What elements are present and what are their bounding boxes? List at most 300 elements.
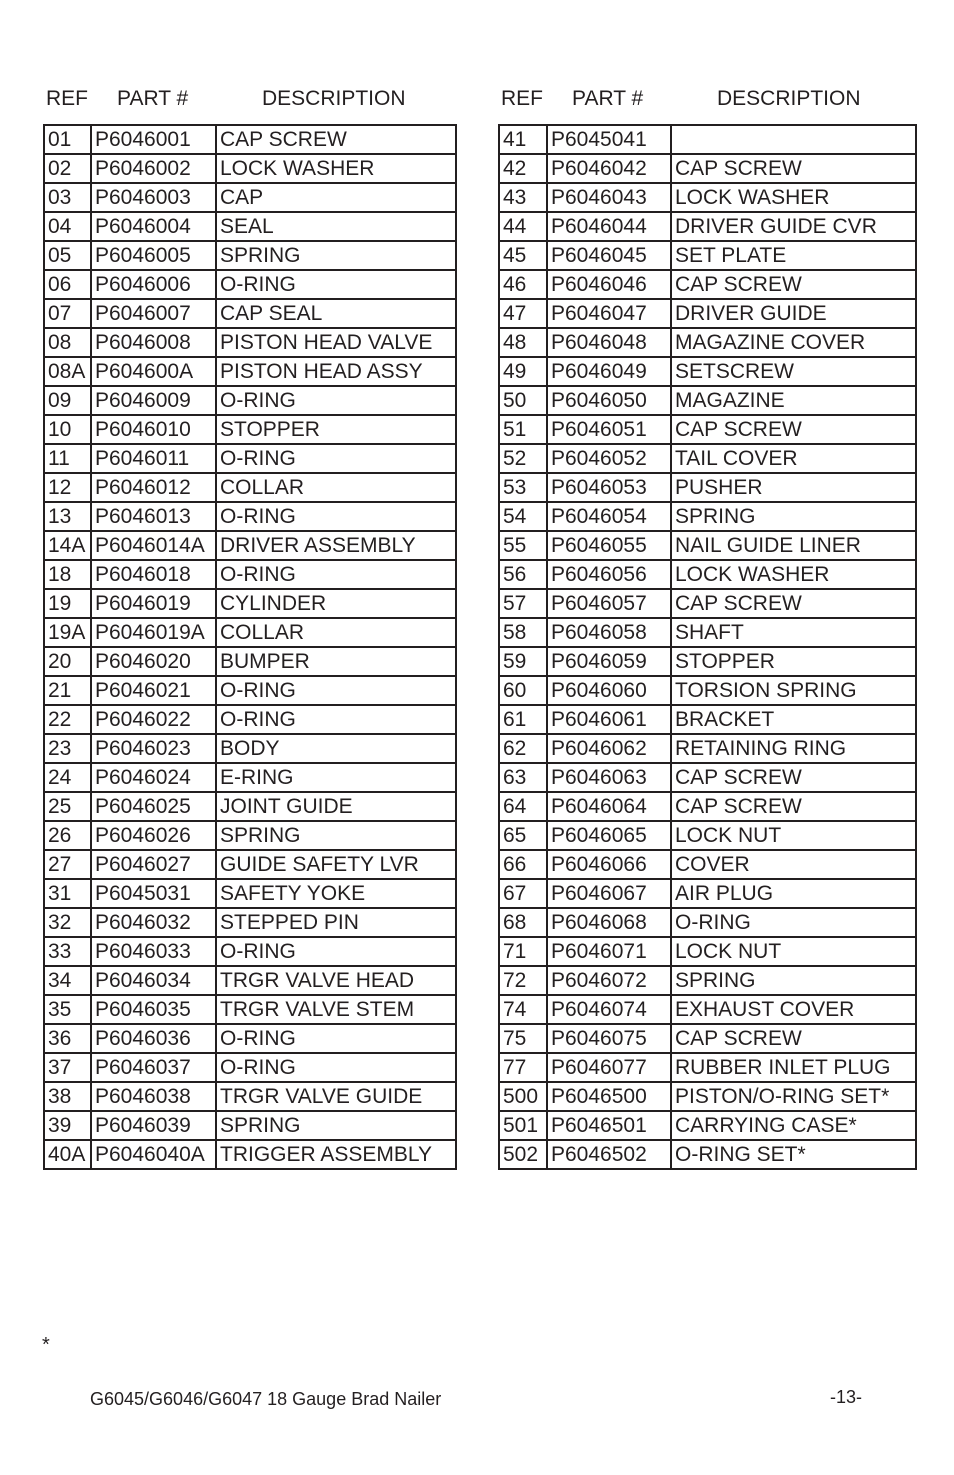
ref-cell: 502 <box>499 1140 547 1169</box>
part-number-cell: P6046500 <box>547 1082 671 1111</box>
description-cell: SETSCREW <box>671 357 916 386</box>
table-row <box>499 212 916 241</box>
part-number-cell: P6046047 <box>547 299 671 328</box>
part-number-cell: P6046056 <box>547 560 671 589</box>
part-number-cell: P6046027 <box>91 850 216 879</box>
description-cell: SEAL <box>216 212 456 241</box>
ref-cell: 12 <box>44 473 91 502</box>
ref-cell: 56 <box>499 560 547 589</box>
part-number-cell: P6046022 <box>91 705 216 734</box>
part-number-cell: P6046032 <box>91 908 216 937</box>
part-number-cell: P6046013 <box>91 502 216 531</box>
ref-cell: 39 <box>44 1111 91 1140</box>
table-row <box>44 502 456 531</box>
ref-cell: 14A <box>44 531 91 560</box>
description-cell: CAP SCREW <box>671 270 916 299</box>
description-cell: TRGR VALVE GUIDE <box>216 1082 456 1111</box>
ref-cell: 38 <box>44 1082 91 1111</box>
ref-cell: 50 <box>499 386 547 415</box>
table-row <box>499 473 916 502</box>
description-cell: CAP SCREW <box>671 154 916 183</box>
ref-cell: 65 <box>499 821 547 850</box>
table-row <box>499 734 916 763</box>
part-number-cell: P6046019 <box>91 589 216 618</box>
table-row <box>44 821 456 850</box>
part-number-cell: P6046502 <box>547 1140 671 1169</box>
description-cell: NAIL GUIDE LINER <box>671 531 916 560</box>
ref-cell: 23 <box>44 734 91 763</box>
table-row <box>499 763 916 792</box>
description-cell: CAP SCREW <box>671 415 916 444</box>
ref-cell: 52 <box>499 444 547 473</box>
part-number-cell: P6046050 <box>547 386 671 415</box>
ref-cell: 36 <box>44 1024 91 1053</box>
description-cell: O-RING <box>216 502 456 531</box>
table-row <box>499 1082 916 1111</box>
description-cell: SAFETY YOKE <box>216 879 456 908</box>
description-cell: SHAFT <box>671 618 916 647</box>
part-number-header: PART # <box>572 87 644 110</box>
right-parts-table <box>498 124 917 1170</box>
ref-cell: 72 <box>499 966 547 995</box>
ref-cell: 40A <box>44 1140 91 1169</box>
part-number-cell: P6046004 <box>91 212 216 241</box>
description-cell: O-RING <box>216 937 456 966</box>
part-number-cell: P6045031 <box>91 879 216 908</box>
part-number-cell: P6046061 <box>547 705 671 734</box>
part-number-header: PART # <box>117 87 189 110</box>
ref-cell: 45 <box>499 241 547 270</box>
ref-cell: 19A <box>44 618 91 647</box>
description-cell: LOCK WASHER <box>216 154 456 183</box>
part-number-cell: P6046040A <box>91 1140 216 1169</box>
ref-cell: 59 <box>499 647 547 676</box>
ref-cell: 42 <box>499 154 547 183</box>
part-number-cell: P6046048 <box>547 328 671 357</box>
table-row <box>44 183 456 212</box>
description-cell: COLLAR <box>216 618 456 647</box>
part-number-cell: P6046019A <box>91 618 216 647</box>
table-row <box>44 1024 456 1053</box>
table-row <box>499 676 916 705</box>
part-number-cell: P6046065 <box>547 821 671 850</box>
ref-cell: 19 <box>44 589 91 618</box>
ref-cell: 46 <box>499 270 547 299</box>
description-cell: SPRING <box>671 502 916 531</box>
description-cell: SPRING <box>216 241 456 270</box>
table-row <box>499 154 916 183</box>
ref-cell: 21 <box>44 676 91 705</box>
ref-cell: 61 <box>499 705 547 734</box>
table-row <box>44 560 456 589</box>
table-row <box>44 241 456 270</box>
ref-cell: 34 <box>44 966 91 995</box>
description-cell: CYLINDER <box>216 589 456 618</box>
table-row <box>499 415 916 444</box>
ref-cell: 22 <box>44 705 91 734</box>
table-row <box>44 676 456 705</box>
description-cell: RETAINING RING <box>671 734 916 763</box>
footer-title: G6045/G6046/G6047 18 Gauge Brad Nailer <box>90 1389 442 1409</box>
description-cell: O-RING <box>216 560 456 589</box>
table-row <box>44 1082 456 1111</box>
ref-cell: 54 <box>499 502 547 531</box>
part-number-cell: P6046055 <box>547 531 671 560</box>
description-cell: O-RING <box>216 270 456 299</box>
table-row <box>44 618 456 647</box>
table-row <box>499 792 916 821</box>
description-cell: SPRING <box>216 1111 456 1140</box>
ref-cell: 01 <box>44 125 91 154</box>
ref-cell: 08 <box>44 328 91 357</box>
table-row <box>44 1111 456 1140</box>
description-cell: MAGAZINE <box>671 386 916 415</box>
part-number-cell: P6046024 <box>91 763 216 792</box>
part-number-cell: P604600A <box>91 357 216 386</box>
part-number-cell: P6046009 <box>91 386 216 415</box>
table-row <box>499 1140 916 1169</box>
description-cell: RUBBER INLET PLUG <box>671 1053 916 1082</box>
description-cell: COVER <box>671 850 916 879</box>
table-row <box>44 473 456 502</box>
ref-cell: 77 <box>499 1053 547 1082</box>
ref-cell: 18 <box>44 560 91 589</box>
description-cell: TRGR VALVE HEAD <box>216 966 456 995</box>
table-row <box>499 299 916 328</box>
part-number-cell: P6046001 <box>91 125 216 154</box>
description-cell: BODY <box>216 734 456 763</box>
part-number-cell: P6046044 <box>547 212 671 241</box>
part-number-cell: P6046021 <box>91 676 216 705</box>
description-cell: SET PLATE <box>671 241 916 270</box>
left-parts-column <box>43 84 455 1170</box>
table-row <box>44 328 456 357</box>
ref-cell: 71 <box>499 937 547 966</box>
table-row <box>44 763 456 792</box>
table-row <box>44 531 456 560</box>
ref-cell: 63 <box>499 763 547 792</box>
description-cell: SPRING <box>216 821 456 850</box>
ref-cell: 33 <box>44 937 91 966</box>
table-row <box>499 995 916 1024</box>
description-cell: CAP SCREW <box>671 792 916 821</box>
table-row <box>44 734 456 763</box>
description-header: DESCRIPTION <box>717 87 861 110</box>
part-number-cell: P6046045 <box>547 241 671 270</box>
right-column-headers <box>498 84 915 124</box>
ref-cell: 75 <box>499 1024 547 1053</box>
description-cell: TAIL COVER <box>671 444 916 473</box>
part-number-cell: P6046501 <box>547 1111 671 1140</box>
ref-cell: 32 <box>44 908 91 937</box>
description-cell: LOCK WASHER <box>671 183 916 212</box>
description-cell: EXHAUST COVER <box>671 995 916 1024</box>
table-row <box>44 850 456 879</box>
description-cell: TRIGGER ASSEMBLY <box>216 1140 456 1169</box>
part-number-cell: P6046012 <box>91 473 216 502</box>
description-cell: COLLAR <box>216 473 456 502</box>
table-row <box>44 995 456 1024</box>
ref-cell: 05 <box>44 241 91 270</box>
part-number-cell: P6046018 <box>91 560 216 589</box>
ref-cell: 51 <box>499 415 547 444</box>
table-row <box>44 705 456 734</box>
part-number-cell: P6046046 <box>547 270 671 299</box>
table-row <box>499 386 916 415</box>
ref-cell: 68 <box>499 908 547 937</box>
part-number-cell: P6046020 <box>91 647 216 676</box>
part-number-cell: P6046060 <box>547 676 671 705</box>
ref-cell: 74 <box>499 995 547 1024</box>
ref-cell: 57 <box>499 589 547 618</box>
description-cell: LOCK NUT <box>671 937 916 966</box>
part-number-cell: P6046064 <box>547 792 671 821</box>
part-number-cell: P6046034 <box>91 966 216 995</box>
left-column-headers <box>43 84 455 124</box>
part-number-cell: P6046002 <box>91 154 216 183</box>
table-row <box>499 821 916 850</box>
description-cell: CARRYING CASE* <box>671 1111 916 1140</box>
table-row <box>499 1111 916 1140</box>
ref-cell: 55 <box>499 531 547 560</box>
part-number-cell: P6046066 <box>547 850 671 879</box>
ref-cell: 11 <box>44 444 91 473</box>
table-row <box>499 589 916 618</box>
description-cell: DRIVER GUIDE CVR <box>671 212 916 241</box>
ref-cell: 10 <box>44 415 91 444</box>
left-parts-table <box>43 124 457 1170</box>
ref-cell: 25 <box>44 792 91 821</box>
part-number-cell: P6046026 <box>91 821 216 850</box>
description-cell: PISTON HEAD ASSY <box>216 357 456 386</box>
ref-cell: 47 <box>499 299 547 328</box>
ref-cell: 08A <box>44 357 91 386</box>
part-number-cell: P6046074 <box>547 995 671 1024</box>
table-row <box>44 966 456 995</box>
description-cell: AIR PLUG <box>671 879 916 908</box>
part-number-cell: P6046007 <box>91 299 216 328</box>
part-number-cell: P6046051 <box>547 415 671 444</box>
table-row <box>44 270 456 299</box>
description-cell: STOPPER <box>671 647 916 676</box>
description-cell: PISTON/O-RING SET* <box>671 1082 916 1111</box>
ref-cell: 64 <box>499 792 547 821</box>
description-cell: PUSHER <box>671 473 916 502</box>
part-number-cell: P6046057 <box>547 589 671 618</box>
description-cell: O-RING <box>216 386 456 415</box>
ref-cell: 53 <box>499 473 547 502</box>
table-row <box>499 618 916 647</box>
table-row <box>499 1024 916 1053</box>
description-cell: GUIDE SAFETY LVR <box>216 850 456 879</box>
footnote-asterisk: * <box>42 1334 50 1356</box>
part-number-cell: P6046062 <box>547 734 671 763</box>
description-cell: CAP SCREW <box>671 1024 916 1053</box>
table-row <box>499 444 916 473</box>
description-cell: O-RING <box>216 676 456 705</box>
table-row <box>499 908 916 937</box>
description-cell: O-RING <box>216 444 456 473</box>
table-row <box>499 241 916 270</box>
description-cell: DRIVER GUIDE <box>671 299 916 328</box>
table-row <box>44 386 456 415</box>
ref-cell: 37 <box>44 1053 91 1082</box>
description-cell: CAP SCREW <box>216 125 456 154</box>
part-number-cell: P6046005 <box>91 241 216 270</box>
table-row <box>499 502 916 531</box>
table-row <box>499 270 916 299</box>
table-row <box>44 937 456 966</box>
part-number-cell: P6046043 <box>547 183 671 212</box>
ref-cell: 09 <box>44 386 91 415</box>
part-number-cell: P6046025 <box>91 792 216 821</box>
table-row <box>499 183 916 212</box>
part-number-cell: P6046052 <box>547 444 671 473</box>
ref-cell: 44 <box>499 212 547 241</box>
description-cell: O-RING <box>671 908 916 937</box>
description-header: DESCRIPTION <box>262 87 406 110</box>
description-cell: PISTON HEAD VALVE <box>216 328 456 357</box>
ref-cell: 20 <box>44 647 91 676</box>
table-row <box>499 1053 916 1082</box>
description-cell: E-RING <box>216 763 456 792</box>
table-row <box>44 154 456 183</box>
ref-cell: 35 <box>44 995 91 1024</box>
ref-cell: 501 <box>499 1111 547 1140</box>
ref-header: REF <box>46 87 88 110</box>
ref-cell: 43 <box>499 183 547 212</box>
part-number-cell: P6046053 <box>547 473 671 502</box>
ref-cell: 24 <box>44 763 91 792</box>
ref-cell: 07 <box>44 299 91 328</box>
table-row <box>44 1053 456 1082</box>
ref-cell: 26 <box>44 821 91 850</box>
part-number-cell: P6046036 <box>91 1024 216 1053</box>
part-number-cell: P6046072 <box>547 966 671 995</box>
part-number-cell: P6046054 <box>547 502 671 531</box>
ref-cell: 49 <box>499 357 547 386</box>
part-number-cell: P6046008 <box>91 328 216 357</box>
description-cell: O-RING <box>216 1053 456 1082</box>
ref-cell: 13 <box>44 502 91 531</box>
description-cell: TORSION SPRING <box>671 676 916 705</box>
ref-cell: 03 <box>44 183 91 212</box>
description-cell: CAP <box>216 183 456 212</box>
table-row <box>499 647 916 676</box>
table-row <box>44 212 456 241</box>
table-row <box>499 560 916 589</box>
part-number-cell: P6046035 <box>91 995 216 1024</box>
table-row <box>44 908 456 937</box>
description-cell: DRIVER ASSEMBLY <box>216 531 456 560</box>
description-cell: CAP SCREW <box>671 589 916 618</box>
right-parts-column <box>498 84 915 1170</box>
table-row <box>499 705 916 734</box>
description-cell: O-RING SET* <box>671 1140 916 1169</box>
part-number-cell: P6046063 <box>547 763 671 792</box>
ref-cell: 02 <box>44 154 91 183</box>
part-number-cell: P6046006 <box>91 270 216 299</box>
description-cell: BRACKET <box>671 705 916 734</box>
description-cell: MAGAZINE COVER <box>671 328 916 357</box>
ref-cell: 62 <box>499 734 547 763</box>
table-row <box>499 966 916 995</box>
description-cell: SPRING <box>671 966 916 995</box>
description-cell: STEPPED PIN <box>216 908 456 937</box>
ref-cell: 58 <box>499 618 547 647</box>
table-row <box>44 444 456 473</box>
part-number-cell: P6046011 <box>91 444 216 473</box>
part-number-cell: P6046042 <box>547 154 671 183</box>
page-number: -13- <box>830 1387 863 1407</box>
table-row <box>44 299 456 328</box>
part-number-cell: P6046059 <box>547 647 671 676</box>
ref-cell: 66 <box>499 850 547 879</box>
description-cell: STOPPER <box>216 415 456 444</box>
description-cell: CAP SCREW <box>671 763 916 792</box>
description-cell: BUMPER <box>216 647 456 676</box>
part-number-cell: P6046077 <box>547 1053 671 1082</box>
table-row <box>499 125 916 154</box>
part-number-cell: P6046023 <box>91 734 216 763</box>
ref-cell: 27 <box>44 850 91 879</box>
ref-cell: 41 <box>499 125 547 154</box>
part-number-cell: P6046071 <box>547 937 671 966</box>
part-number-cell: P6046003 <box>91 183 216 212</box>
part-number-cell: P6046049 <box>547 357 671 386</box>
description-cell: O-RING <box>216 705 456 734</box>
description-cell: O-RING <box>216 1024 456 1053</box>
table-row <box>499 531 916 560</box>
part-number-cell: P6046014A <box>91 531 216 560</box>
ref-cell: 500 <box>499 1082 547 1111</box>
description-cell: LOCK NUT <box>671 821 916 850</box>
table-row <box>44 357 456 386</box>
ref-cell: 06 <box>44 270 91 299</box>
part-number-cell: P6046033 <box>91 937 216 966</box>
part-number-cell: P6046010 <box>91 415 216 444</box>
table-row <box>44 1140 456 1169</box>
ref-cell: 60 <box>499 676 547 705</box>
ref-cell: 04 <box>44 212 91 241</box>
table-row <box>44 647 456 676</box>
ref-cell: 48 <box>499 328 547 357</box>
description-cell: CAP SEAL <box>216 299 456 328</box>
part-number-cell: P6046068 <box>547 908 671 937</box>
part-number-cell: P6046075 <box>547 1024 671 1053</box>
table-row <box>44 125 456 154</box>
ref-cell: 67 <box>499 879 547 908</box>
ref-header: REF <box>501 87 543 110</box>
description-cell: LOCK WASHER <box>671 560 916 589</box>
part-number-cell: P6046038 <box>91 1082 216 1111</box>
part-number-cell: P6046067 <box>547 879 671 908</box>
part-number-cell: P6046058 <box>547 618 671 647</box>
table-row <box>44 415 456 444</box>
description-cell: JOINT GUIDE <box>216 792 456 821</box>
part-number-cell: P6045041 <box>547 125 671 154</box>
table-row <box>499 357 916 386</box>
table-row <box>499 879 916 908</box>
description-cell <box>671 125 916 154</box>
part-number-cell: P6046039 <box>91 1111 216 1140</box>
part-number-cell: P6046037 <box>91 1053 216 1082</box>
table-row <box>499 937 916 966</box>
table-row <box>44 589 456 618</box>
description-cell: TRGR VALVE STEM <box>216 995 456 1024</box>
table-row <box>499 850 916 879</box>
table-row <box>44 879 456 908</box>
